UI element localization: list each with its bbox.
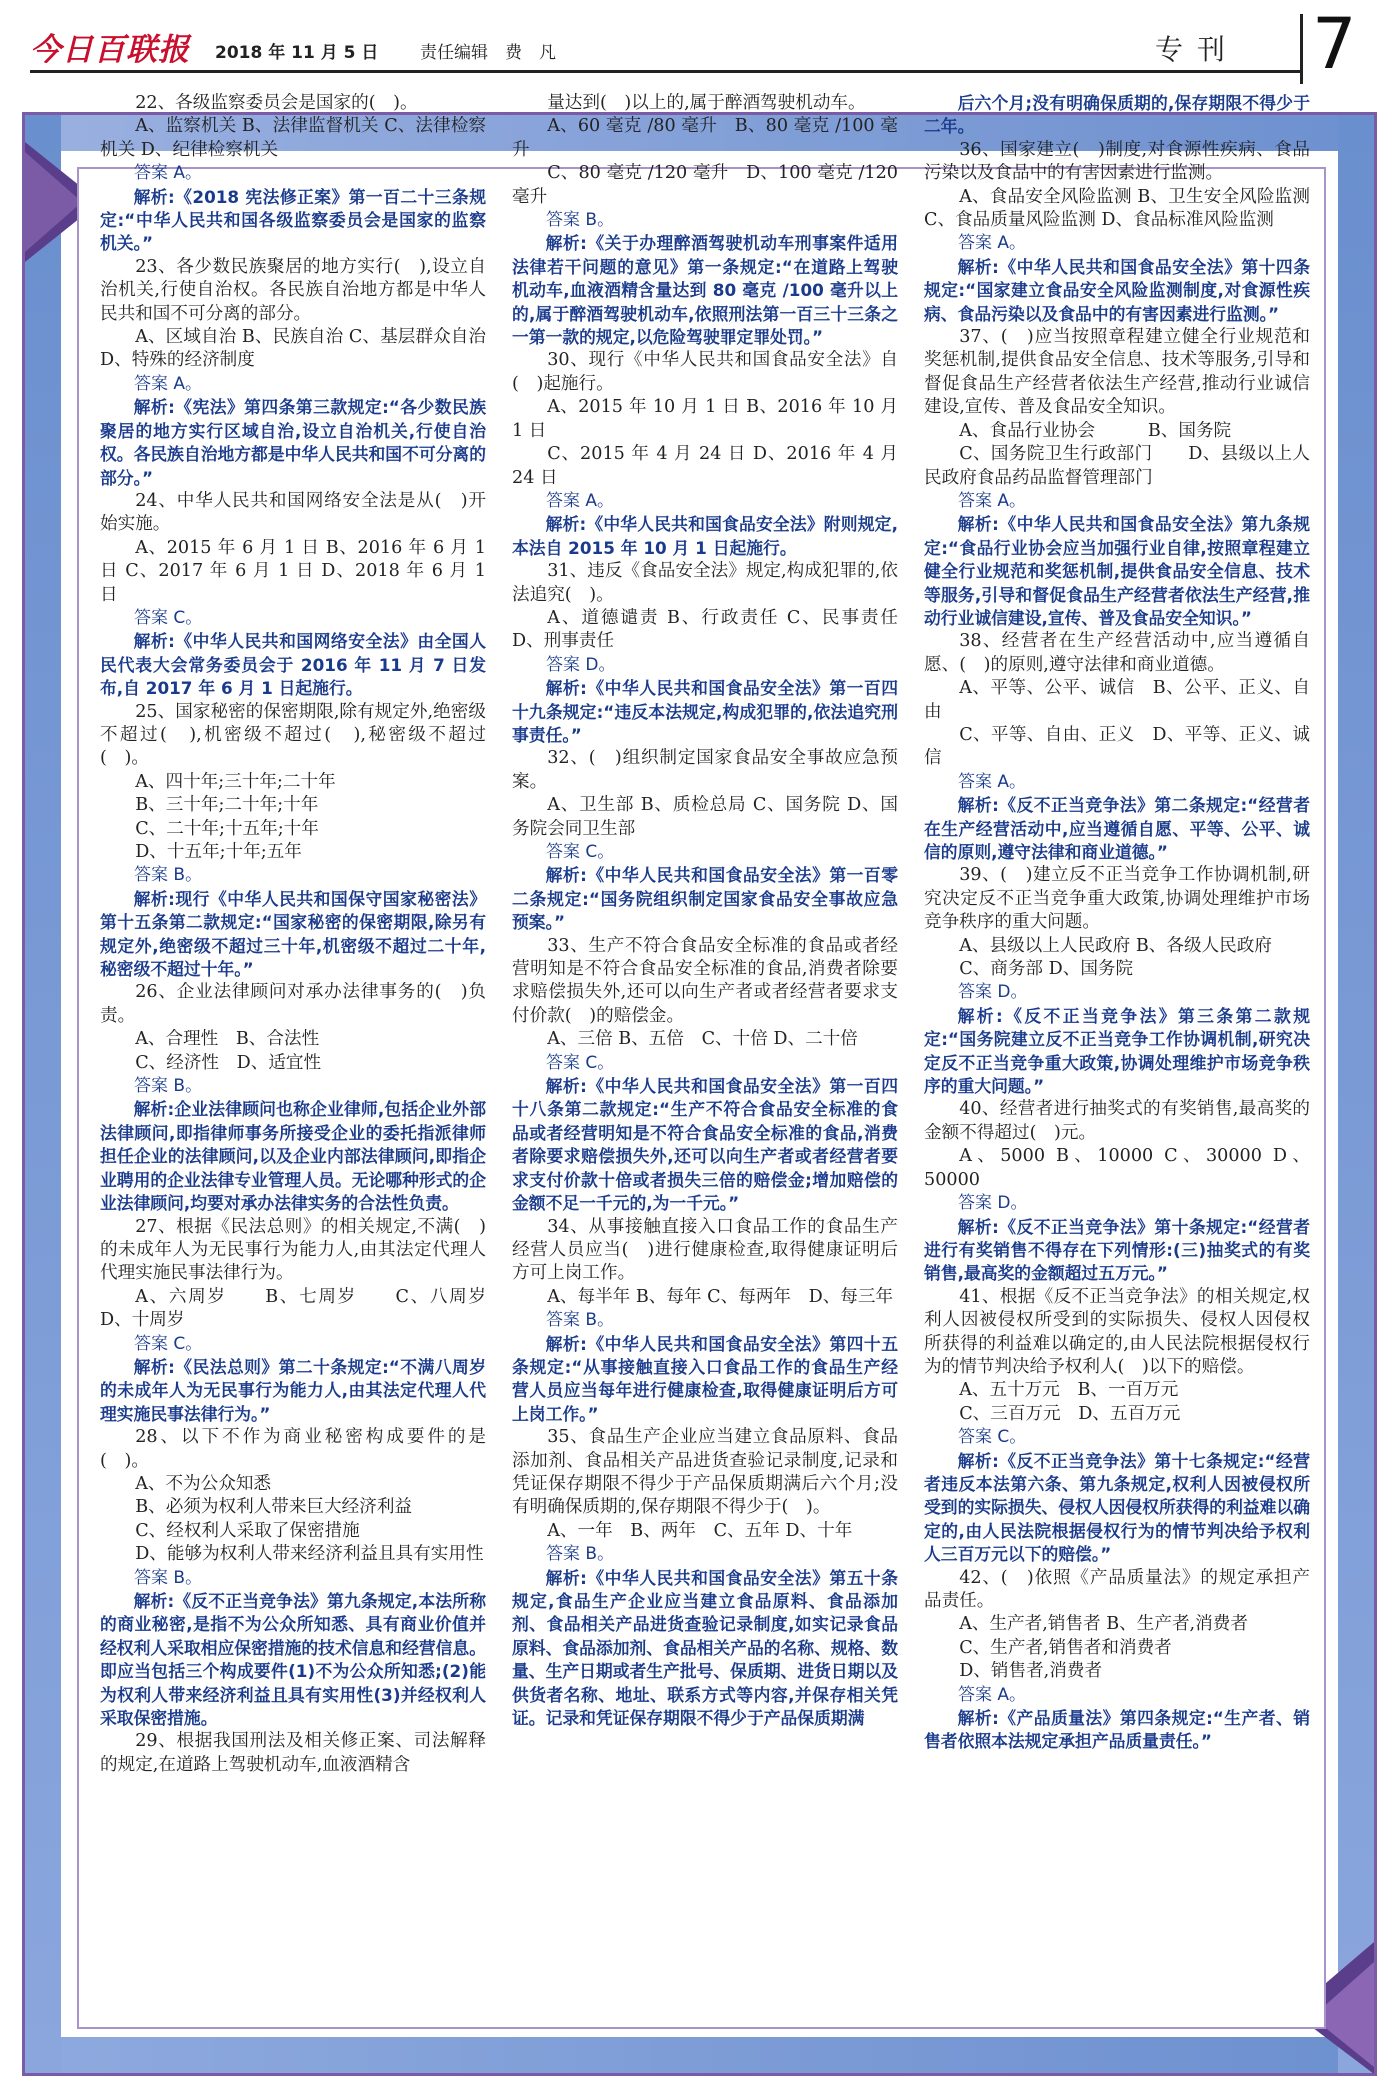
page-number: 7 [1312,3,1357,85]
explanation-text: 解析:《中华人民共和国网络安全法》由全国人民代表大会常务委员会于 2016 年 11 月 7 日发布,自 2017 年 6 月 1 日起施行。 [100,631,486,699]
question-text: 32、( )组织制定国家食品安全事故应急预案。 [512,748,898,792]
answer-key: 答案 C。 [546,842,615,862]
header-divider [1300,14,1303,84]
answer-options: A、平等、公平、诚信 B、公平、正义、自由 [924,678,1310,722]
answer-key: 答案 D。 [546,654,616,675]
explanation-text: 解析:《反不正当竞争法》第十条规定:“经营者进行有奖销售不得存在下列情形:(三)抽奖式的有奖销售,最高奖的金额超过五万元。” [924,1216,1310,1284]
question-text: 30、现行《中华人民共和国食品安全法》自( )起施行。 [512,350,898,394]
answer-key: 答案 A。 [958,233,1027,254]
explanation-text: 解析:《民法总则》第二十条规定:“不满八周岁的未成年人为无民事行为能力人,由其法定代理人代理实施民事法律行为。” [100,1356,486,1424]
answer-options: A、合理性 B、合法性 [135,1029,320,1050]
explanation-text: 解析:《反不正当竞争法》第二条规定:“经营者在生产经营活动中,应当遵循自愿、平等、公平、诚信的原则,遵守法律和商业道德。” [924,795,1310,862]
answer-options: A、5000 B、10000 C、30000 D、50000 [924,1146,1310,1190]
answer-options: B、三十年;二十年;十年 [135,795,319,816]
section-title: 专刊 [1155,33,1240,66]
answer-key: 答案 D。 [958,982,1028,1003]
question-text: 42、( )依照《产品质量法》的规定承担产品责任。 [924,1567,1310,1611]
question-text: 26、企业法律顾问对承办法律事务的( )负责。 [100,982,486,1026]
answer-options: A、每半年 B、每年 C、每两年 D、每三年 [547,1286,894,1307]
answer-options: A、区域自治 B、民族自治 C、基层群众自治 D、特殊的经济制度 [100,327,486,371]
question-text: 33、生产不符合食品安全标准的食品或者经营明知是不符合食品安全标准的食品,消费者除要求赔偿损失外,还可以向生产者或者经营者要求支付价款( )的赔偿金。 [512,935,898,1026]
question-text: 37、( )应当按照章程建立健全行业规范和奖惩机制,提供食品安全信息、技术等服务,引导和督促食品生产经营者依法生产经营,推动行业诚信建设,宣传、普及食品安全知识。 [924,327,1310,418]
answer-key: 答案 B。 [134,1567,203,1588]
answer-options: A、生产者,销售者 B、生产者,消费者 [959,1614,1248,1635]
answer-options: A、五十万元 B、一百万元 [959,1380,1179,1401]
answer-key: 答案 A。 [546,490,615,511]
answer-options: C、三百万元 D、五百万元 [959,1403,1181,1424]
answer-options: A、2015 年 6 月 1 日 B、2016 年 6 月 1 日 C、2017 年 6 月 1 日 D、2018 年 6 月 1 日 [100,537,486,605]
answer-key: 答案 C。 [958,1427,1027,1448]
question-text: 25、国家秘密的保密期限,除有规定外,绝密级不超过( ),机密级不超过( ),秘密级不超过( )。 [100,701,486,769]
explanation-text: 解析:企业法律顾问也称企业律师,包括企业外部法律顾问,即指律师事务所接受企业的委托指派律师担任企业的法律顾问,以及企业内部法律顾问,即指企业聘用的企业法律专业管理人员。无论哪种形式的企业法律顾问,均要对承办法律实务的合法性负责。 [100,1099,486,1214]
explanation-text: 解析:《产品质量法》第四条规定:“生产者、销售者依照本法规定承担产品质量责任。” [924,1708,1310,1752]
header-rule [30,70,1300,73]
answer-key: 答案 B。 [134,865,203,886]
answer-key: 答案 A。 [958,1684,1027,1705]
text-column-1 [100,92,486,1777]
answer-options: C、二十年;十五年;十年 [135,818,319,839]
question-text: 39、( )建立反不正当竞争工作协调机制,研究决定反不正当竞争重大政策,协调处理维护市场竞争秩序的重大问题。 [924,865,1310,933]
answer-options: D、十五年;十年;五年 [135,842,302,862]
explanation-text: 解析:现行《中华人民共和国保守国家秘密法》第十五条第二款规定:“国家秘密的保密期限,除另有规定外,绝密级不超过三十年,机密级不超过二十年,秘密级不超过十年。” [100,888,486,980]
answer-options: C、商务部 D、国务院 [959,959,1134,980]
answer-options: A、县级以上人民政府 B、各级人民政府 [959,935,1272,956]
text-column-3 [924,92,1310,1754]
question-text: 24、中华人民共和国网络安全法是从( )开始实施。 [100,490,486,535]
answer-key: 答案 C。 [134,607,203,628]
explanation-text: 解析:《关于办理醉酒驾驶机动车刑事案件适用法律若干问题的意见》第一条规定:“在道路上驾驶机动车,血液酒精含量达到 80 毫克 /100 毫升以上的,属于醉酒驾驶机动车,依照刑法第一百三十三条之一第一款的规定,以危险驾驶罪定罪处罚。” [512,233,898,348]
answer-options: A、道德谴责 B、行政责任 C、民事责任 D、刑事责任 [512,607,898,652]
answer-options: A、三倍 B、五倍 C、十倍 D、二十倍 [547,1029,858,1050]
explanation-text: 解析:《中华人民共和国食品安全法》第一百零二条规定:“国务院组织制定国家食品安全事故应急预案。” [512,865,898,933]
answer-key: 答案 C。 [134,1333,203,1354]
answer-options: C、国务院卫生行政部门 D、县级以上人民政府食品药品监督管理部门 [924,444,1310,488]
answer-key: 答案 B。 [546,1544,615,1565]
explanation-text: 解析:《中华人民共和国食品安全法》第四十五条规定:“从事接触直接入口食品工作的食品生产经营人员应当每年进行健康检查,取得健康证明后方可上岗工作。” [512,1333,898,1424]
question-text: 36、国家建立( )制度,对食源性疾病、食品污染以及食品中的有害因素进行监测。 [924,139,1310,184]
explanation-text: 解析:《中华人民共和国食品安全法》第一百四十八条第二款规定:“生产不符合食品安全标准的食品或者经营明知是不符合食品安全标准的食品,消费者除要求赔偿损失外,还可以向生产者或者经营者要求支付价款十倍或者损失三倍的赔偿金;增加赔偿的金额不足一千元的,为一千元。” [512,1076,898,1214]
answer-options: C、平等、自由、正义 D、平等、正义、诚信 [924,724,1310,769]
answer-options: A、一年 B、两年 C、五年 D、十年 [547,1520,853,1541]
answer-key: 答案 A。 [134,163,203,184]
explanation-text: 解析:《反不正当竞争法》第十七条规定:“经营者违反本法第六条、第九条规定,权利人因被侵权所受到的实际损失、侵权人因侵权所获得的利益难以确定的,由人民法院根据侵权行为的情节判决给予权利人三百万元以下的赔偿。” [924,1450,1310,1565]
text-column-2 [512,92,898,1730]
explanation-text: 解析:《中华人民共和国食品安全法》第五十条规定,食品生产企业应当建立食品原料、食品添加剂、食品相关产品进货查验记录制度,如实记录食品原料、食品添加剂、食品相关产品的名称、规格、数量、生产日期或者生产批号、保质期、进货日期以及供货者名称、地址、联系方式等内容,并保存相关凭证。记录和凭证保存期限不得少于产品保质期满 [512,1567,898,1729]
answer-options: A、60 毫克 /80 毫升 B、80 毫克 /100 毫升 [512,116,898,160]
answer-options: A、六周岁 B、七周岁 C、八周岁 D、十周岁 [100,1286,486,1331]
answer-options: A、食品安全风险监测 B、卫生安全风险监测 C、食品质量风险监测 D、食品标准风险监测 [924,186,1310,231]
answer-key: 答案 A。 [958,490,1027,511]
question-text: 29、根据我国刑法及相关修正案、司法解释的规定,在道路上驾驶机动车,血液酒精含 [100,1731,486,1775]
explanation-text: 解析:《宪法》第四条第三款规定:“各少数民族聚居的地方实行区域自治,设立自治机关,行使自治权。各民族自治地方都是中华人民共和国不可分离的部分。” [100,397,486,488]
answer-options: D、能够为权利人带来经济利益且具有实用性 [135,1544,484,1565]
answer-options: A、四十年;三十年;二十年 [135,771,336,792]
question-text: 23、各少数民族聚居的地方实行( ),设立自治机关,行使自治权。各民族自治地方都是中华人民共和国不可分离的部分。 [100,256,486,324]
answer-options: C、生产者,销售者和消费者 [959,1637,1172,1658]
answer-key: 答案 D。 [958,1193,1028,1214]
question-text: 31、违反《食品安全法》规定,构成犯罪的,依法追究( )。 [512,561,898,605]
answer-options: C、经济性 D、适宜性 [135,1052,322,1073]
answer-options: A、监察机关 B、法律监督机关 C、法律检察机关 D、纪律检察机关 [100,116,486,160]
answer-key: 答案 C。 [546,1052,615,1073]
answer-options: C、2015 年 4 月 24 日 D、2016 年 4 月 24 日 [512,444,898,488]
editor-credit: 责任编辑 费 凡 [420,43,556,63]
page-header [0,0,1397,85]
explanation-text: 解析:《中华人民共和国食品安全法》第十四条规定:“国家建立食品安全风险监测制度,对食源性疾病、食品污染以及食品中的有害因素进行监测。” [924,256,1310,324]
question-text: 38、经营者在生产经营活动中,应当遵循自愿、( )的原则,遵守法律和商业道德。 [924,631,1310,675]
answer-options: A、不为公众知悉 [135,1473,272,1494]
answer-key: 答案 B。 [546,1310,615,1331]
answer-options: D、销售者,消费者 [959,1661,1103,1682]
answer-key: 答案 A。 [134,373,203,394]
answer-key: 答案 A。 [958,771,1027,792]
question-text: 41、根据《反不正当竞争法》的相关规定,权利人因被侵权所受到的实际损失、侵权人因侵权所获得的利益难以确定的,由人民法院根据侵权行为的情节判决给予权利人( )以下的赔偿。 [924,1286,1310,1377]
answer-options: C、80 毫克 /120 毫升 D、100 毫克 /120 毫升 [512,163,898,207]
question-text: 40、经营者进行抽奖式的有奖销售,最高奖的金额不得超过( )元。 [924,1099,1310,1143]
answer-options: B、必须为权利人带来巨大经济利益 [135,1497,413,1518]
answer-options: A、卫生部 B、质检总局 C、国务院 D、国务院会同卫生部 [512,795,898,839]
explanation-text: 后六个月;没有明确保质期的,保存期限不得少于二年。 [924,93,1310,137]
explanation-text: 解析:《中华人民共和国食品安全法》第九条规定:“食品行业协会应当加强行业自律,按照章程建立健全行业规范和奖惩机制,提供食品安全信息、技术等服务,引导和督促食品生产经营者依法生产经营,推动行业诚信建设,宣传、普及食品安全知识。” [924,514,1310,628]
question-text: 27、根据《民法总则》的相关规定,不满( )的未成年人为无民事行为能力人,由其法定代理人代理实施民事法律行为。 [100,1216,486,1284]
issue-date: 2018 年 11 月 5 日 [215,43,379,63]
question-text: 28、以下不作为商业秘密构成要件的是( )。 [100,1427,486,1471]
masthead-logo: 今日百联报 [30,32,190,68]
answer-key: 答案 B。 [546,210,615,231]
answer-key: 答案 B。 [134,1076,203,1097]
question-text: 量达到( )以上的,属于醉酒驾驶机动车。 [547,93,866,113]
question-text: 34、从事接触直接入口食品工作的食品生产经营人员应当( )进行健康检查,取得健康证明后方可上岗工作。 [512,1216,898,1284]
answer-options: C、经权利人采取了保密措施 [135,1520,360,1541]
explanation-text: 解析:《中华人民共和国食品安全法》第一百四十九条规定:“违反本法规定,构成犯罪的,依法追究刑事责任。” [512,678,898,745]
explanation-text: 解析:《反不正当竞争法》第九条规定,本法所称的商业秘密,是指不为公众所知悉、具有商业价值并经权利人采取相应保密措施的技术信息和经营信息。即应当包括三个构成要件(1)不为公众所知悉;(2)能为权利人带来经济利益且具有实用性(3)并经权利人采取保密措施。 [100,1591,486,1729]
explanation-text: 解析:《2018 宪法修正案》第一百二十三条规定:“中华人民共和国各级监察委员会是国家的监察机关。” [100,186,486,254]
question-text: 22、各级监察委员会是国家的( )。 [135,93,418,113]
answer-options: A、食品行业协会 B、国务院 [959,420,1232,441]
answer-options: A、2015 年 10 月 1 日 B、2016 年 10 月 1 日 [512,397,898,441]
question-text: 35、食品生产企业应当建立食品原料、食品添加剂、食品相关产品进货查验记录制度,记录和凭证保存期限不得少于产品保质期满后六个月;没有明确保质期的,保存期限不得少于( )。 [512,1427,898,1518]
explanation-text: 解析:《反不正当竞争法》第三条第二款规定:“国务院建立反不正当竞争工作协调机制,研究决定反不正当竞争重大政策,协调处理维护市场竞争秩序的重大问题。” [924,1005,1310,1097]
explanation-text: 解析:《中华人民共和国食品安全法》附则规定,本法自 2015 年 10 月 1 日起施行。 [512,514,898,558]
